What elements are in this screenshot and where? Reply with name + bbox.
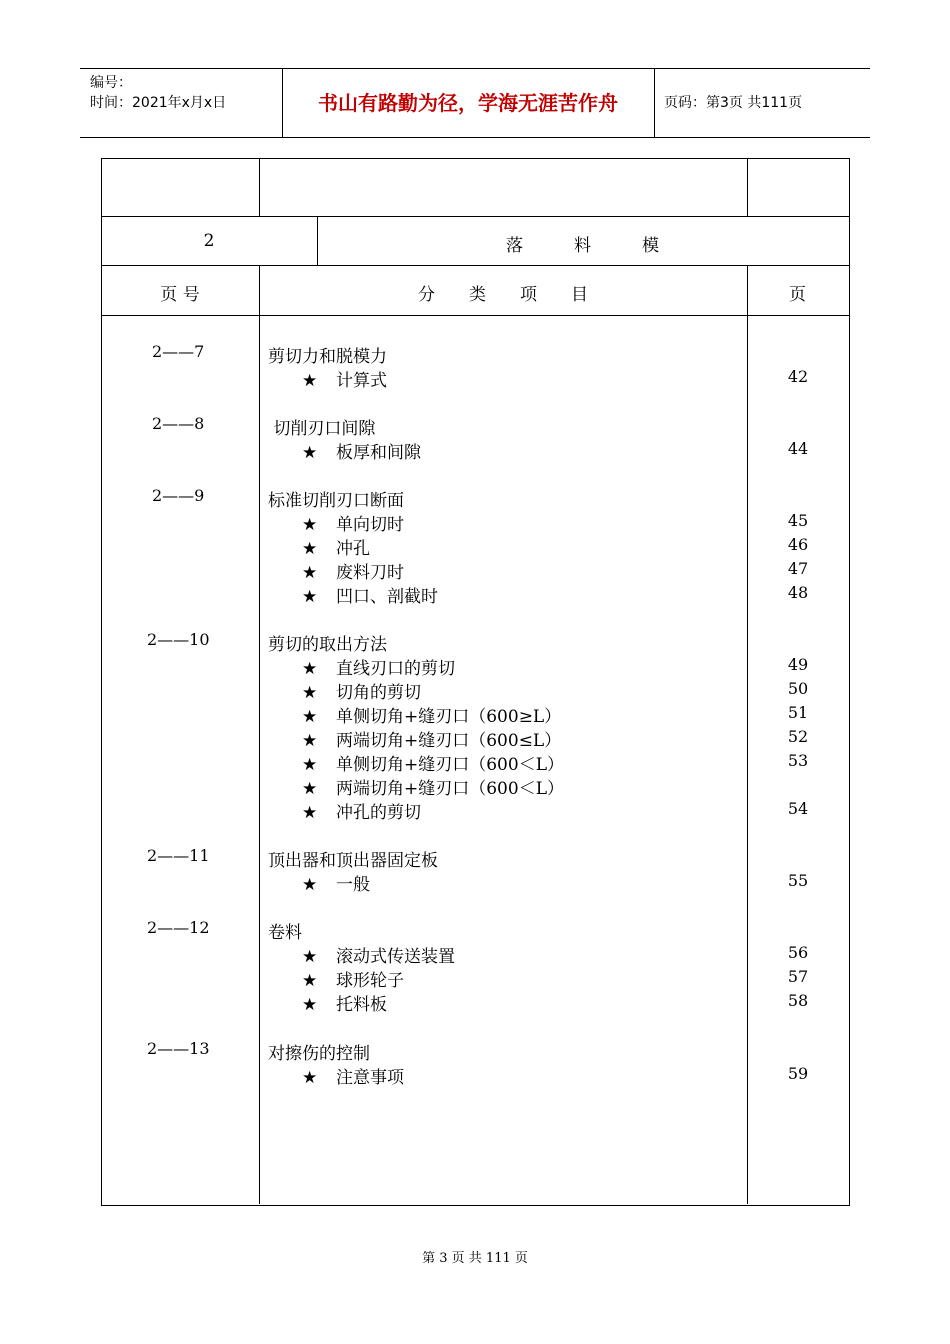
toc-item-label: 直线刃口的剪切 <box>336 659 455 679</box>
toc-item-page: 53 <box>787 751 809 770</box>
toc-item-label: 托料板 <box>336 995 387 1015</box>
star-icon: ★ <box>302 659 318 679</box>
col-header-page-no: 页 号 <box>160 285 200 305</box>
table-rule <box>101 265 849 266</box>
toc-item-page: 45 <box>787 511 809 530</box>
toc-item-label: 凹口、剖截时 <box>336 587 438 607</box>
time-label: 时间：2021年x月x日 <box>90 95 227 111</box>
toc-item <box>302 870 370 895</box>
section-title: 对擦伤的控制 <box>268 1044 370 1064</box>
toc-item-label: 冲孔的剪切 <box>336 803 421 823</box>
header-info <box>90 73 226 113</box>
section-number: 2——9 <box>152 486 205 505</box>
star-icon: ★ <box>302 755 318 775</box>
star-icon: ★ <box>302 1068 318 1088</box>
col-header-category: 分 类 项 目 <box>418 285 588 305</box>
page-info: 页码：第3页 共111页 <box>664 95 803 111</box>
star-icon: ★ <box>302 875 318 895</box>
toc-item <box>302 750 564 775</box>
toc-item <box>302 510 404 535</box>
table-rule <box>101 216 849 217</box>
toc-item-label: 切角的剪切 <box>336 683 421 703</box>
star-icon: ★ <box>302 539 318 559</box>
section-title: 剪切力和脱模力 <box>268 347 387 367</box>
code-label: 编号： <box>90 75 132 91</box>
toc-item-page: 46 <box>787 535 809 554</box>
section-number: 2——13 <box>147 1039 210 1058</box>
toc-item <box>302 702 561 727</box>
table-rule <box>747 158 748 217</box>
section-number: 2——10 <box>147 630 210 649</box>
star-icon: ★ <box>302 563 318 583</box>
section-title: 剪切的取出方法 <box>268 635 387 655</box>
star-icon: ★ <box>302 683 318 703</box>
toc-item-label: 两端切角+缝刃口（600＜L） <box>336 779 564 799</box>
toc-item <box>302 798 421 823</box>
toc-item-label: 单侧切角+缝刃口（600≥L） <box>336 707 562 727</box>
toc-item <box>302 582 438 607</box>
toc-item-page: 49 <box>787 655 809 674</box>
toc-item-label: 两端切角+缝刃口（600≤L） <box>336 731 562 751</box>
toc-item <box>302 1063 404 1088</box>
toc-item-label: 滚动式传送装置 <box>336 947 455 967</box>
section-title: 顶出器和顶出器固定板 <box>268 851 438 871</box>
toc-item-label: 单侧切角+缝刃口（600＜L） <box>336 755 564 775</box>
chapter-title: 落 料 模 <box>506 236 659 256</box>
toc-item <box>302 678 421 703</box>
toc-item-label: 单向切时 <box>336 515 404 535</box>
star-icon: ★ <box>302 515 318 535</box>
star-icon: ★ <box>302 371 318 391</box>
toc-item-page: 51 <box>787 703 809 722</box>
toc-item-page: 56 <box>787 943 809 962</box>
table-rule <box>259 265 260 1204</box>
section-title: 标准切削刃口断面 <box>268 491 404 511</box>
toc-item <box>302 990 387 1015</box>
toc-item-page: 57 <box>787 967 809 986</box>
toc-item-page: 52 <box>787 727 809 746</box>
toc-item-label: 球形轮子 <box>336 971 404 991</box>
motto: 书山有路勤为径，学海无涯苦作舟 <box>318 91 618 115</box>
toc-item-page: 50 <box>787 679 809 698</box>
toc-item-page: 44 <box>787 439 809 458</box>
table-rule <box>101 315 849 316</box>
page-footer: 第 3 页 共 111 页 <box>422 1251 528 1266</box>
toc-item <box>302 558 404 583</box>
section-number: 2——12 <box>147 918 210 937</box>
toc-item <box>302 438 421 463</box>
star-icon: ★ <box>302 707 318 727</box>
header-divider <box>654 69 655 137</box>
toc-item <box>302 966 404 991</box>
document-header <box>80 68 870 138</box>
toc-item-page: 58 <box>787 991 809 1010</box>
toc-item-page: 59 <box>787 1064 809 1083</box>
toc-item-label: 一般 <box>336 875 370 895</box>
toc-item-label: 计算式 <box>336 371 387 391</box>
section-title: 卷料 <box>268 923 302 943</box>
toc-item <box>302 534 370 559</box>
table-rule <box>259 158 260 217</box>
star-icon: ★ <box>302 443 318 463</box>
toc-item-page: 47 <box>787 559 809 578</box>
star-icon: ★ <box>302 731 318 751</box>
toc-item <box>302 774 564 799</box>
star-icon: ★ <box>302 971 318 991</box>
toc-item <box>302 942 455 967</box>
toc-item-label: 板厚和间隙 <box>336 443 421 463</box>
section-number: 2——11 <box>147 846 210 865</box>
toc-item <box>302 366 387 391</box>
section-number: 2——7 <box>152 342 205 361</box>
star-icon: ★ <box>302 779 318 799</box>
star-icon: ★ <box>302 587 318 607</box>
toc-item-label: 冲孔 <box>336 539 370 559</box>
toc-item-page: 48 <box>787 583 809 602</box>
section-title: 切削刃口间隙 <box>268 419 376 439</box>
section-number: 2——8 <box>152 414 205 433</box>
toc-item-label: 注意事项 <box>336 1068 404 1088</box>
star-icon: ★ <box>302 995 318 1015</box>
toc-item-label: 废料刀时 <box>336 563 404 583</box>
toc-item <box>302 726 561 751</box>
toc-item <box>302 654 455 679</box>
star-icon: ★ <box>302 803 318 823</box>
toc-item-page: 42 <box>787 367 809 386</box>
toc-item-page: 54 <box>787 799 809 818</box>
star-icon: ★ <box>302 947 318 967</box>
col-header-page: 页 <box>789 285 806 305</box>
toc-item-page: 55 <box>787 871 809 890</box>
chapter-number: 2 <box>203 231 215 251</box>
